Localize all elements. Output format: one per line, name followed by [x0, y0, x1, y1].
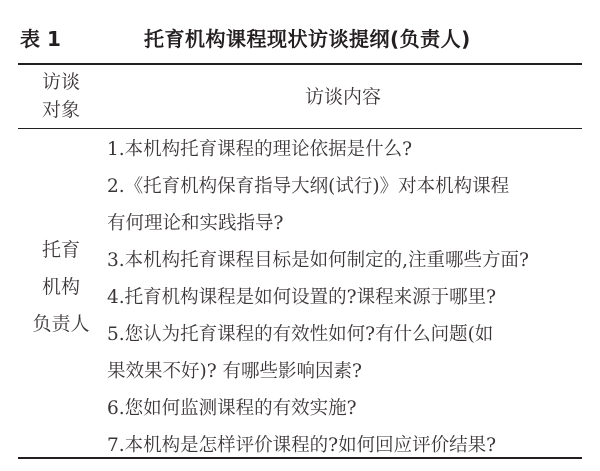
- row-subject-cell: [18, 232, 104, 343]
- table-caption: [20, 26, 580, 52]
- header-subject-line-1: 访谈: [41, 70, 80, 93]
- subject-line-3: 负责人: [32, 313, 90, 335]
- question-line: 5.您认为托育课程的有效性如何?有什么问题(如: [107, 324, 494, 345]
- header-interview-subject: [18, 63, 104, 128]
- header-interview-content: [104, 63, 582, 128]
- table-bottom-rule: [18, 457, 582, 459]
- header-content-label: 访谈内容: [304, 86, 381, 108]
- question-item: [107, 131, 577, 168]
- question-line: 2.《托育机构保育指导大纲(试行)》对本机构课程: [107, 176, 510, 197]
- question-item: [107, 316, 577, 390]
- question-line: 6.您如何监测课程的有效实施?: [107, 398, 357, 419]
- question-item: [107, 390, 577, 427]
- question-line: 7.本机构是怎样评价课程的?如何回应评价结果?: [107, 435, 496, 456]
- subject-line-1: 托育: [41, 239, 80, 261]
- table-header-rule: [18, 128, 582, 129]
- question-line: 4.托育机构课程是如何设置的?课程来源于哪里?: [107, 287, 496, 308]
- question-line: 3.本机构托育课程目标是如何制定的,注重哪些方面?: [107, 250, 529, 271]
- table-title: 托育机构课程现状访谈提纲(负责人): [144, 27, 471, 51]
- question-line: 1.本机构托育课程的理论依据是什么?: [107, 139, 413, 160]
- table-number: 表 1: [20, 27, 61, 51]
- question-line: 果效果不好)? 有哪些影响因素?: [107, 361, 362, 382]
- question-item: [107, 279, 577, 316]
- question-line: 有何理论和实践指导?: [107, 213, 284, 234]
- subject-line-2: 机构: [41, 276, 80, 298]
- question-item: [107, 168, 577, 242]
- header-subject-line-2: 对象: [41, 98, 80, 121]
- question-list: [107, 131, 577, 464]
- question-item: [107, 242, 577, 279]
